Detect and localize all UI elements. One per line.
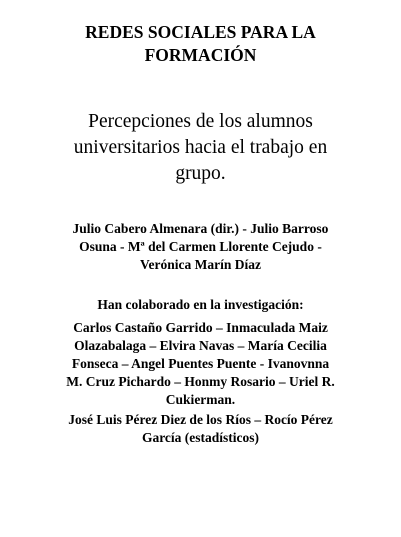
collaborators-block [28, 319, 373, 409]
statistics-line: García (estadísticos) [141, 430, 260, 445]
document-title [40, 21, 361, 67]
authors-block [30, 220, 371, 274]
authors-line: Julio Cabero Almenara (dir.) - Julio Barroso [72, 221, 329, 236]
statistics-line: José Luis Pérez Diez de los Ríos – Rocío Pérez [68, 412, 333, 427]
statistics-credit [28, 411, 373, 447]
subtitle-line: grupo. [175, 163, 226, 184]
subtitle-line: universitarios hacia el trabajo en [73, 137, 328, 158]
authors-line: Verónica Marín Díaz [140, 257, 261, 272]
collaborators-line: M. Cruz Pichardo – Honmy Rosario – Uriel R. [66, 374, 335, 389]
collaboration-heading: Han colaborado en la investigación: [97, 297, 304, 312]
collaborators-line: Olazabalaga – Elvira Navas – María Cecilia [74, 338, 327, 353]
document-subtitle [40, 109, 361, 187]
title-line: FORMACIÓN [144, 45, 257, 65]
authors-line: Osuna - Mª del Carmen Llorente Cejudo - [79, 239, 322, 254]
collaborators-line: Fonseca – Angel Puentes Puente - Ivanovnna [71, 356, 330, 371]
collaborators-line: Cukierman. [165, 392, 236, 407]
subtitle-line: Percepciones de los alumnos [88, 111, 313, 132]
collaborators-line: Carlos Castaño Garrido – Inmaculada Maiz [73, 320, 328, 335]
title-line: REDES SOCIALES PARA LA [85, 22, 316, 42]
